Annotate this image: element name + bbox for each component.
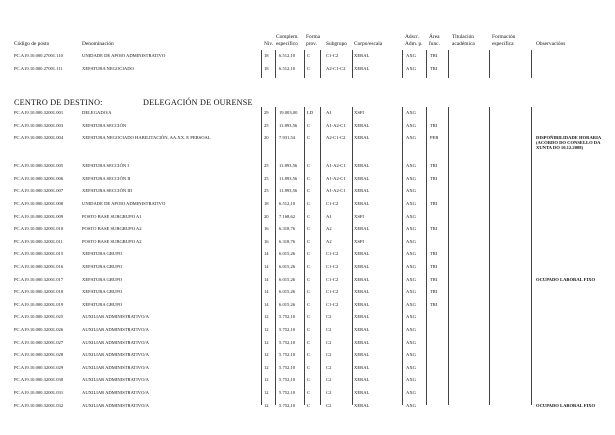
cell-adscr: AXG: [406, 301, 416, 307]
cell-niv: 25: [264, 122, 269, 128]
cell-corpo: XERAL: [354, 301, 370, 307]
cell-niv: 12: [264, 352, 269, 358]
cell-adscr: AXG: [406, 276, 416, 282]
cell-complem: 19.003,00: [279, 110, 298, 115]
cell-forma: C: [307, 264, 311, 269]
cell-forma: C: [307, 226, 311, 232]
cell-code: PC.A19.10.000.32001.030: [14, 377, 64, 383]
cell-adscr: AXG: [406, 135, 416, 141]
cell-forma: C: [307, 188, 311, 194]
cell-forma: C: [307, 301, 311, 307]
cell-code: PC.A19.10.000.32001.025: [14, 314, 64, 320]
cell-corpo: XERAL: [354, 390, 370, 395]
cell-complem: 5.752,10: [279, 327, 296, 332]
cell-sub: A1-A2-C1: [326, 163, 346, 169]
cell-niv: 12: [264, 390, 269, 395]
cell-corpo: XERAL: [354, 188, 370, 194]
cell-adscr: AXG: [406, 110, 416, 115]
cell-code: PC.A19.10.000.32001.004: [14, 135, 64, 141]
cell-name: UNIDADE DE APOIO ADMINISTRATIVO: [82, 53, 166, 58]
header-complem-2: específico: [276, 41, 298, 47]
cell-complem: 6.015,26: [279, 251, 296, 257]
cell-sub: C1-C2: [326, 264, 339, 269]
cell-sub: C1-C2: [326, 53, 339, 58]
cell-code: PC.A19.10.000.32001.031: [14, 390, 64, 395]
cell-obs: DISPOÑIBILIDADE HORARIA (ACORDO DO CONSELLO DA XUNTA DO 10.12.2008): [536, 135, 601, 151]
cell-niv: 12: [264, 377, 269, 383]
cell-complem: 5.752,10: [279, 339, 296, 345]
cell-sub: A2-C1-C2: [326, 135, 346, 141]
cell-corpo: XSFI: [354, 110, 364, 115]
cell-corpo: XERAL: [354, 66, 370, 71]
header-area-2: func.: [429, 41, 440, 47]
cell-code: PC.A19.10.000.32001.009: [14, 213, 64, 219]
column-rule: [261, 50, 262, 78]
cell-adscr: AXG: [406, 213, 416, 219]
cell-corpo: XERAL: [354, 339, 370, 345]
cell-sub: A1-A2-C1: [326, 175, 346, 181]
cell-corpo: XERAL: [354, 264, 370, 269]
cell-name: AUXILIAR ADMINISTRATIVO/A: [82, 364, 149, 370]
cell-adscr: AXG: [406, 289, 416, 295]
cell-code: PC.A19.10.000.32001.029: [14, 364, 64, 370]
cell-name: AUXILIAR ADMINISTRATIVO/A: [82, 390, 149, 395]
column-rule: [448, 107, 449, 405]
cell-complem: 11.893,56: [279, 188, 298, 194]
column-rule: [426, 107, 427, 405]
column-rule: [275, 50, 276, 78]
cell-corpo: XERAL: [354, 135, 370, 141]
cell-area: TRI: [430, 66, 438, 71]
cell-niv: 12: [264, 402, 269, 408]
header-denominacion: Denominación: [82, 41, 114, 47]
cell-forma: C: [307, 289, 311, 295]
cell-code: PC.A19.10.000.32001.006: [14, 175, 64, 181]
header-corpo: Corpo/escala: [354, 41, 383, 47]
cell-sub: A1-A2-C1: [326, 188, 346, 194]
cell-sub: A1-A2-C1: [326, 122, 346, 128]
cell-complem: 6.015,26: [279, 264, 296, 269]
cell-niv: 12: [264, 364, 269, 370]
cell-niv: 12: [264, 314, 269, 320]
cell-corpo: XERAL: [354, 251, 370, 257]
cell-code: PC.A19.10.000.32001.008: [14, 201, 64, 206]
cell-name: XEFATURA GRUPO: [82, 289, 123, 295]
cell-niv: 14: [264, 276, 269, 282]
cell-corpo: XSFI: [354, 213, 364, 219]
cell-adscr: AXG: [406, 66, 416, 71]
cell-code: PC.A19.10.000.32001.027: [14, 339, 64, 345]
cell-forma: C: [307, 251, 311, 257]
cell-area: TRI: [430, 53, 438, 58]
cell-code: PC.A19.10.000.32001.016: [14, 264, 64, 269]
cell-complem: 5.752,10: [279, 377, 296, 383]
cell-name: AUXILIAR ADMINISTRATIVO/A: [82, 339, 149, 345]
cell-sub: C1-C2: [326, 301, 339, 307]
cell-sub: C2: [326, 364, 332, 370]
cell-code: PC.A19.10.000.32001.032: [14, 402, 64, 408]
cell-sub: C1-C2: [326, 201, 339, 206]
column-rule: [261, 107, 262, 405]
cell-forma: C: [307, 390, 311, 395]
cell-complem: 6.015,26: [279, 276, 296, 282]
header-codigo: Código de posto: [14, 41, 50, 47]
cell-corpo: XERAL: [354, 201, 370, 206]
header-titulacion-2: académica: [452, 41, 475, 47]
cell-area: TRI: [430, 301, 438, 307]
cell-complem: 6.015,26: [279, 301, 296, 307]
cell-niv: 14: [264, 251, 269, 257]
cell-corpo: XERAL: [354, 364, 370, 370]
cell-sub: C2: [326, 352, 332, 358]
cell-complem: 5.752,10: [279, 402, 296, 408]
cell-adscr: AXG: [406, 238, 416, 244]
cell-code: PC.A19.10.000.32001.026: [14, 327, 64, 332]
cell-niv: 25: [264, 163, 269, 169]
cell-name: XEFATURA GRUPO: [82, 276, 123, 282]
cell-niv: 25: [264, 188, 269, 194]
column-rule: [320, 107, 321, 405]
column-rule: [402, 50, 403, 78]
cell-complem: 6.318,76: [279, 238, 296, 244]
cell-niv: 16: [264, 226, 269, 232]
cell-adscr: AXG: [406, 188, 416, 194]
cell-corpo: XERAL: [354, 352, 370, 358]
column-rule: [352, 50, 353, 78]
cell-corpo: XERAL: [354, 163, 370, 169]
cell-corpo: XERAL: [354, 327, 370, 332]
cell-forma: C: [307, 238, 311, 244]
cell-name: XEFATURA SECCIÓN III: [82, 188, 132, 194]
cell-complem: 11.893,56: [279, 163, 298, 169]
cell-area: TRI: [430, 122, 438, 128]
cell-sub: C2: [326, 390, 332, 395]
cell-adscr: AXG: [406, 251, 416, 257]
cell-name: XEFATURA SECCIÓN II: [82, 175, 131, 181]
cell-adscr: AXG: [406, 122, 416, 128]
cell-adscr: AXG: [406, 339, 416, 345]
cell-corpo: XERAL: [354, 53, 370, 58]
cell-name: XEFATURA SECCIÓN I: [82, 163, 129, 169]
cell-sub: C2: [326, 402, 332, 408]
cell-adscr: AXG: [406, 327, 416, 332]
cell-adscr: AXG: [406, 352, 416, 358]
cell-code: PC.A19.10.000.32001.019: [14, 301, 64, 307]
column-rule: [531, 50, 532, 78]
cell-forma: C: [307, 66, 311, 71]
cell-adscr: AXG: [406, 226, 416, 232]
section-name: DELEGACIÓN DE OURENSE: [143, 98, 253, 107]
cell-code: PC.A19.10.000.32001.018: [14, 289, 64, 295]
column-rule: [275, 107, 276, 405]
cell-area: TRI: [430, 251, 438, 257]
section-label: CENTRO DE DESTINO:: [14, 98, 103, 107]
cell-niv: 29: [264, 110, 269, 115]
cell-name: XEFATURA NEGOCIADO HABILITACIÓN, AA.XX. E PERSOAL: [82, 135, 211, 141]
cell-area: TRI: [430, 264, 438, 269]
cell-adscr: AXG: [406, 175, 416, 181]
cell-corpo: XERAL: [354, 226, 370, 232]
column-rule: [352, 107, 353, 405]
cell-code: PC.A19.10.000.32001.010: [14, 226, 64, 232]
column-rule: [531, 107, 532, 405]
cell-name: AUXILIAR ADMINISTRATIVO/A: [82, 327, 149, 332]
cell-forma: C: [307, 377, 311, 383]
header-subgrupo: Subgrupo: [326, 41, 347, 47]
cell-obs: OCUPADO LABORAL FIXO: [536, 276, 596, 282]
cell-forma: C: [307, 122, 311, 128]
cell-sub: A2-C1-C2: [326, 66, 346, 71]
cell-adscr: AXG: [406, 364, 416, 370]
cell-adscr: AXG: [406, 201, 416, 206]
cell-code: PC.A19.10.000.32001.001: [14, 110, 64, 115]
column-rule: [448, 50, 449, 78]
cell-niv: 20: [264, 213, 269, 219]
cell-complem: 5.752,10: [279, 390, 296, 395]
cell-adscr: AXG: [406, 377, 416, 383]
cell-sub: A1: [326, 110, 332, 115]
cell-code: PC.A19.10.000.32001.011: [14, 238, 63, 244]
cell-area: TRI: [430, 163, 438, 169]
cell-name: XEFATURA GRUPO: [82, 301, 123, 307]
header-formacion-1: Formación: [492, 34, 516, 40]
cell-area: TRI: [430, 276, 438, 282]
cell-forma: C: [307, 314, 311, 320]
cell-forma: C: [307, 352, 311, 358]
cell-code: PC.A19.10.000.32001.007: [14, 188, 64, 194]
cell-corpo: XERAL: [354, 122, 370, 128]
cell-forma: C: [307, 201, 311, 206]
cell-area: TRI: [430, 289, 438, 295]
cell-adscr: AXG: [406, 390, 416, 395]
cell-code: PC.A19.10.000.32001.017: [14, 276, 64, 282]
cell-complem: 6.512,10: [279, 201, 296, 206]
header-forma-1: Forma: [306, 34, 321, 40]
header-forma-2: prov.: [306, 41, 317, 47]
cell-sub: A1: [326, 213, 332, 219]
cell-area: TRI: [430, 175, 438, 181]
cell-name: AUXILIAR ADMINISTRATIVO/A: [82, 377, 149, 383]
cell-code: PC.A19.10.000.27001.111: [14, 66, 63, 71]
cell-forma: C: [307, 327, 311, 332]
cell-adscr: AXG: [406, 402, 416, 408]
cell-niv: 16: [264, 238, 269, 244]
cell-obs: OCUPADO LABORAL FIXO: [536, 402, 596, 408]
cell-complem: 5.752,10: [279, 314, 296, 320]
cell-sub: A2: [326, 226, 332, 232]
cell-forma: C: [307, 213, 311, 219]
cell-area: PER: [430, 135, 439, 141]
header-area-1: Área: [429, 34, 440, 40]
cell-forma: LD: [307, 110, 314, 115]
cell-name: XEFATURA GRUPO: [82, 264, 123, 269]
cell-sub: A2: [326, 238, 332, 244]
cell-niv: 12: [264, 339, 269, 345]
cell-name: AUXILIAR ADMINISTRATIVO/A: [82, 314, 149, 320]
cell-niv: 20: [264, 135, 269, 141]
cell-name: AUXILIAR ADMINISTRATIVO/A: [82, 402, 149, 408]
cell-code: PC.A19.10.000.32001.015: [14, 251, 64, 257]
cell-corpo: XERAL: [354, 175, 370, 181]
cell-adscr: AXG: [406, 53, 416, 58]
column-rule: [304, 107, 305, 405]
column-rule: [402, 107, 403, 405]
header-formacion-2: específica: [492, 41, 514, 47]
cell-name: POSTO BASE SUBGRUPO A2: [82, 238, 142, 244]
cell-name: XEFATURA GRUPO: [82, 251, 123, 257]
header-niv: Niv.: [264, 41, 274, 47]
cell-complem: 6.015,26: [279, 289, 296, 295]
cell-area: TRI: [430, 226, 438, 232]
column-rule: [426, 50, 427, 78]
cell-niv: 25: [264, 175, 269, 181]
cell-corpo: XERAL: [354, 276, 370, 282]
cell-complem: 11.893,56: [279, 175, 298, 181]
cell-sub: C1-C2: [326, 289, 339, 295]
cell-sub: C2: [326, 327, 332, 332]
cell-complem: 7.168,62: [279, 213, 296, 219]
cell-code: PC.A19.10.000.32001.028: [14, 352, 64, 358]
cell-forma: C: [307, 135, 311, 141]
cell-name: XEFATURA NEGOCIADO: [82, 66, 134, 71]
cell-complem: 11.893,56: [279, 122, 298, 128]
cell-code: PC.A19.10.000.32001.005: [14, 163, 64, 169]
cell-forma: C: [307, 402, 311, 408]
cell-sub: C1-C2: [326, 276, 339, 282]
cell-niv: 18: [264, 53, 269, 58]
cell-corpo: XERAL: [354, 314, 370, 320]
cell-complem: 7.931,54: [279, 135, 296, 141]
cell-sub: C2: [326, 339, 332, 345]
column-rule: [304, 50, 305, 78]
cell-corpo: XSFI: [354, 238, 364, 244]
cell-code: PC.A19.10.000.27001.110: [14, 53, 63, 58]
cell-name: POSTO BASE SUBGRUPO A1: [82, 213, 142, 219]
column-rule: [489, 107, 490, 405]
cell-name: DELEGADO/A: [82, 110, 112, 115]
cell-niv: 14: [264, 264, 269, 269]
cell-complem: 5.752,10: [279, 364, 296, 370]
cell-corpo: XERAL: [354, 289, 370, 295]
cell-niv: 14: [264, 289, 269, 295]
cell-complem: 6.512,10: [279, 53, 296, 58]
cell-niv: 12: [264, 327, 269, 332]
cell-sub: C2: [326, 314, 332, 320]
header-observaciones: Observacións: [536, 41, 566, 47]
header-titulacion-1: Titulación: [452, 34, 474, 40]
cell-niv: 18: [264, 66, 269, 71]
cell-adscr: AXG: [406, 314, 416, 320]
header-complem-1: Complem.: [276, 34, 299, 40]
cell-forma: C: [307, 364, 311, 370]
cell-forma: C: [307, 175, 311, 181]
cell-forma: C: [307, 53, 311, 58]
header-adscr-1: Adscr.: [405, 34, 419, 40]
cell-complem: 6.512,10: [279, 66, 296, 71]
cell-adscr: AXG: [406, 163, 416, 169]
header-adscr-2: Adm. p.: [405, 41, 423, 47]
cell-name: XEFATURA SECCIÓN: [82, 122, 127, 128]
cell-adscr: AXG: [406, 264, 416, 269]
cell-corpo: XERAL: [354, 377, 370, 383]
cell-forma: C: [307, 276, 311, 282]
cell-sub: C1-C2: [326, 251, 339, 257]
cell-niv: 14: [264, 301, 269, 307]
cell-complem: 6.318,76: [279, 226, 296, 232]
cell-forma: C: [307, 163, 311, 169]
cell-name: POSTO BASE SUBGRUPO A2: [82, 226, 142, 232]
cell-sub: C2: [326, 377, 332, 383]
column-rule: [489, 50, 490, 78]
column-rule: [320, 50, 321, 78]
cell-corpo: XERAL: [354, 402, 370, 408]
cell-forma: C: [307, 339, 311, 345]
cell-area: TRI: [430, 201, 438, 206]
cell-name: UNIDADE DE APOIO ADMINISTRATIVO: [82, 201, 166, 206]
cell-complem: 5.752,10: [279, 352, 296, 358]
cell-code: PC.A19.10.000.32001.003: [14, 122, 64, 128]
cell-niv: 18: [264, 201, 269, 206]
cell-name: AUXILIAR ADMINISTRATIVO/A: [82, 352, 149, 358]
